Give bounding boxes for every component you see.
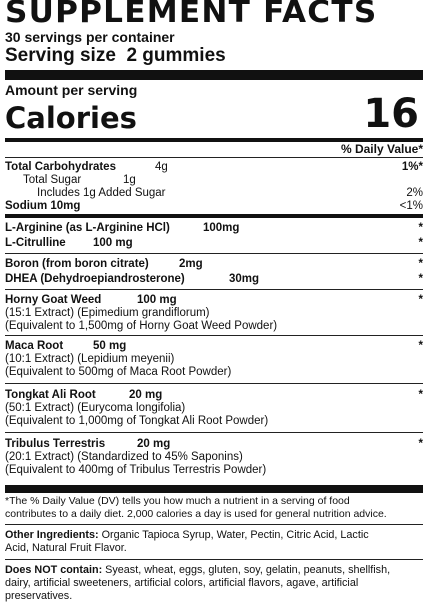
ingredient-name: Maca Root — [5, 340, 64, 352]
thick-divider — [5, 485, 423, 493]
nutrient-dv: 2% — [406, 187, 423, 199]
ingredient-dv: * — [418, 258, 423, 270]
amino-acid-block — [5, 218, 423, 253]
nutrient-row-carbs — [5, 161, 423, 174]
ingredient-row-boron — [5, 257, 423, 272]
ingredient-row-citrulline — [5, 236, 423, 251]
ingredient-row-arginine — [5, 221, 423, 236]
ingredient-detail: (20:1 Extract) (Standardized to 45% Saponins) — [5, 451, 243, 463]
ingredient-row-dhea — [5, 272, 423, 287]
does-not-contain-label: Does NOT contain: — [5, 564, 103, 576]
ingredient-row-tongkat-ali — [5, 388, 423, 402]
daily-value-header: % Daily Value* — [340, 142, 423, 156]
ingredient-amount: 20 mg — [137, 438, 171, 450]
footnote-line: contributes to a daily diet. 2,000 calories a day is used for general nutrition advice. — [5, 508, 387, 520]
nutrient-name: Includes 1g Added Sugar — [37, 187, 166, 199]
nutrient-row-sugar — [5, 174, 423, 187]
ingredient-dv: * — [418, 222, 423, 234]
amount-per-serving-label: Amount per serving — [5, 82, 138, 98]
ingredient-name: DHEA (Dehydroepiandrosterone) — [5, 273, 185, 285]
ingredient-detail: (Equivalent to 400mg of Tribulus Terrestris Powder) — [5, 464, 267, 476]
ingredient-dv: * — [418, 273, 423, 285]
other-ingredients — [5, 525, 423, 555]
calories-label: Calories — [5, 101, 137, 135]
ingredient-row-maca-root — [5, 339, 423, 353]
ingredient-name: L-Citrulline — [5, 237, 66, 249]
ingredient-name: L-Arginine (as L-Arginine HCl) — [5, 222, 170, 234]
nutrient-amount: 4g — [155, 161, 168, 173]
ingredient-detail: (50:1 Extract) (Eurycoma longifolia) — [5, 402, 186, 414]
ingredient-name: Horny Goat Weed — [5, 294, 102, 306]
ingredient-name: Boron (from boron citrate) — [5, 258, 149, 270]
ingredient-detail: (Equivalent to 1,500mg of Horny Goat Weed Powder) — [5, 320, 278, 332]
ingredient-amount: 20 mg — [129, 389, 163, 401]
daily-value-footnote — [5, 493, 423, 521]
ingredient-name: Tribulus Terrestris — [5, 438, 106, 450]
ingredient-dv: * — [418, 389, 423, 401]
ingredient-amount: 100 mg — [137, 294, 177, 306]
ingredient-detail: (15:1 Extract) (Epimedium grandiflorum) — [5, 307, 210, 319]
nutrient-name: Total Sugar — [23, 174, 82, 186]
ingredient-dv: * — [418, 294, 423, 306]
ingredient-detail: (Equivalent to 1,000mg of Tongkat Ali Root Powder) — [5, 415, 269, 427]
ingredient-detail: (10:1 Extract) (Lepidium meyenii) — [5, 353, 175, 365]
ingredient-detail: (Equivalent to 500mg of Maca Root Powder) — [5, 366, 232, 378]
maca-root-block — [5, 336, 423, 383]
does-not-contain — [5, 560, 423, 603]
panel-title: SUPPLEMENT FACTS — [5, 0, 378, 30]
serving-size: Serving size 2 gummies — [5, 45, 226, 66]
does-not-contain-text: dairy, artificial sweeteners, artificial colors, artificial flavors, agave, artificial — [5, 577, 359, 589]
footnote-line: *The % Daily Value (DV) tells you how much a nutrient in a serving of food — [5, 495, 350, 507]
ingredient-amount: 100 mg — [93, 237, 133, 249]
nutrient-row-sodium — [5, 200, 423, 213]
nutrient-dv: 1%* — [401, 161, 423, 173]
tribulus-block — [5, 433, 423, 481]
ingredient-name: Tongkat Ali Root — [5, 389, 96, 401]
ingredient-row-tribulus — [5, 437, 423, 451]
ingredient-row-horny-goat-weed — [5, 293, 423, 307]
ingredient-amount: 30mg — [229, 273, 260, 285]
does-not-contain-text: preservatives. — [5, 590, 73, 602]
carbohydrate-block — [5, 158, 423, 214]
calories-row — [5, 91, 423, 137]
does-not-contain-text: Syeast, wheat, eggs, gluten, soy, gelatin, peanuts, shellfish, — [102, 564, 391, 576]
other-ingredients-text: Acid, Natural Fruit Flavor. — [5, 542, 127, 554]
other-ingredients-text: Organic Tapioca Syrup, Water, Pectin, Citric Acid, Lactic — [98, 529, 369, 541]
servings-per-container: 30 servings per container — [5, 29, 175, 45]
ingredient-amount: 50 mg — [93, 340, 127, 352]
horny-goat-weed-block — [5, 290, 423, 335]
nutrient-amount: 1g — [123, 174, 136, 186]
supplement-facts-panel — [5, 0, 423, 602]
thick-divider — [5, 70, 423, 80]
boron-dhea-block — [5, 254, 423, 289]
ingredient-dv: * — [418, 438, 423, 450]
nutrient-dv: <1% — [399, 200, 423, 212]
nutrient-row-added-sugar — [5, 187, 423, 200]
nutrient-name: Sodium 10mg — [5, 200, 81, 212]
calories-value: 16 — [363, 91, 419, 137]
tongkat-ali-block — [5, 384, 423, 432]
other-ingredients-label: Other Ingredients: — [5, 529, 99, 541]
ingredient-amount: 100mg — [203, 222, 240, 234]
nutrient-name: Total Carbohydrates — [5, 161, 116, 173]
ingredient-dv: * — [418, 237, 423, 249]
ingredient-dv: * — [418, 340, 423, 352]
ingredient-amount: 2mg — [179, 258, 203, 270]
